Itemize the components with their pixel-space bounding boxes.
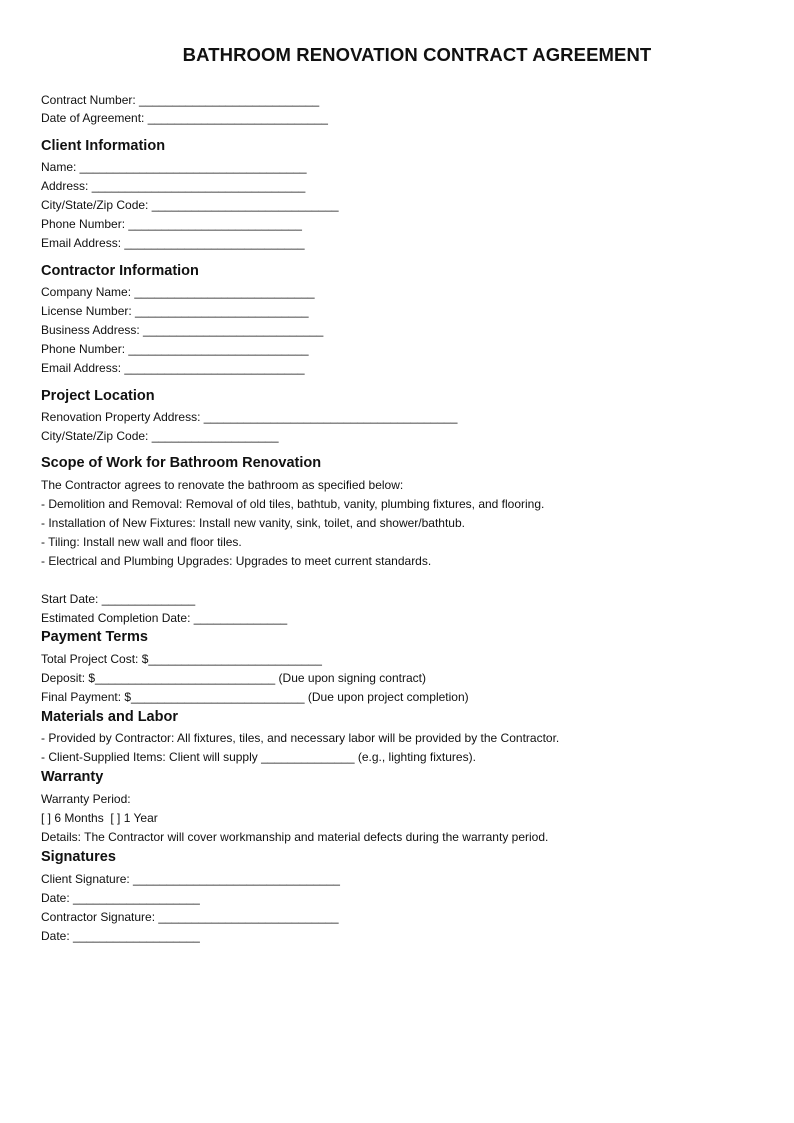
form-line: Estimated Completion Date: ______________ — [41, 611, 288, 625]
section-heading: Contractor Information — [41, 263, 199, 279]
section-heading: Scope of Work for Bathroom Renovation — [41, 455, 322, 471]
form-line: Phone Number: __________________________ — [41, 217, 302, 231]
document-title: BATHROOM RENOVATION CONTRACT AGREEMENT — [182, 44, 652, 65]
form-line: Phone Number: ___________________________ — [41, 342, 309, 356]
form-line: Deposit: $___________________________ (Due upon signing contract) — [41, 671, 426, 685]
form-line: [ ] 6 Months [ ] 1 Year — [41, 811, 158, 825]
form-line: Date: ___________________ — [41, 929, 200, 943]
section-heading: Payment Terms — [41, 629, 148, 645]
form-line: - Installation of New Fixtures: Install new vanity, sink, toilet, and shower/bathtub. — [41, 516, 465, 530]
form-line: City/State/Zip Code: ____________________________ — [41, 198, 339, 212]
section-heading: Warranty — [41, 769, 104, 785]
form-line: - Tiling: Install new wall and floor tiles. — [41, 535, 242, 549]
form-line: Renovation Property Address: ______________________________________ — [41, 410, 458, 424]
form-line: - Electrical and Plumbing Upgrades: Upgrades to meet current standards. — [41, 554, 432, 568]
form-line: City/State/Zip Code: ___________________ — [41, 429, 279, 443]
form-line: Details: The Contractor will cover workmanship and material defects during the warranty period. — [41, 830, 549, 844]
form-line: Total Project Cost: $__________________________ — [41, 652, 322, 666]
form-line: Date: ___________________ — [41, 891, 200, 905]
form-line: License Number: __________________________ — [41, 304, 309, 318]
form-line: Company Name: ___________________________ — [41, 285, 315, 299]
form-line: Business Address: ___________________________ — [41, 323, 324, 337]
form-line: The Contractor agrees to renovate the bathroom as specified below: — [41, 478, 404, 492]
form-line: Final Payment: $__________________________ (Due upon project completion) — [41, 690, 469, 704]
form-line: Client Signature: _______________________________ — [41, 872, 340, 886]
form-line: Date of Agreement: ___________________________ — [41, 111, 328, 125]
form-line: Contract Number: ___________________________ — [41, 93, 320, 107]
form-line: Start Date: ______________ — [41, 592, 196, 606]
form-line: Contractor Signature: ___________________________ — [41, 910, 339, 924]
section-heading: Signatures — [41, 849, 116, 865]
form-line: Warranty Period: — [41, 792, 131, 806]
form-line: Email Address: ___________________________ — [41, 236, 305, 250]
form-line: Email Address: ___________________________ — [41, 361, 305, 375]
form-line: - Demolition and Removal: Removal of old tiles, bathtub, vanity, plumbing fixtures, and flooring. — [41, 497, 545, 511]
section-heading: Materials and Labor — [41, 709, 178, 725]
form-line: - Provided by Contractor: All fixtures, tiles, and necessary labor will be provided by the Contractor. — [41, 731, 560, 745]
section-heading: Project Location — [41, 388, 155, 404]
section-heading: Client Information — [41, 138, 166, 154]
form-line: - Client-Supplied Items: Client will supply ______________ (e.g., lighting fixtures). — [41, 750, 476, 764]
form-line: Address: ________________________________ — [41, 179, 306, 193]
form-line: Name: __________________________________ — [41, 160, 307, 174]
